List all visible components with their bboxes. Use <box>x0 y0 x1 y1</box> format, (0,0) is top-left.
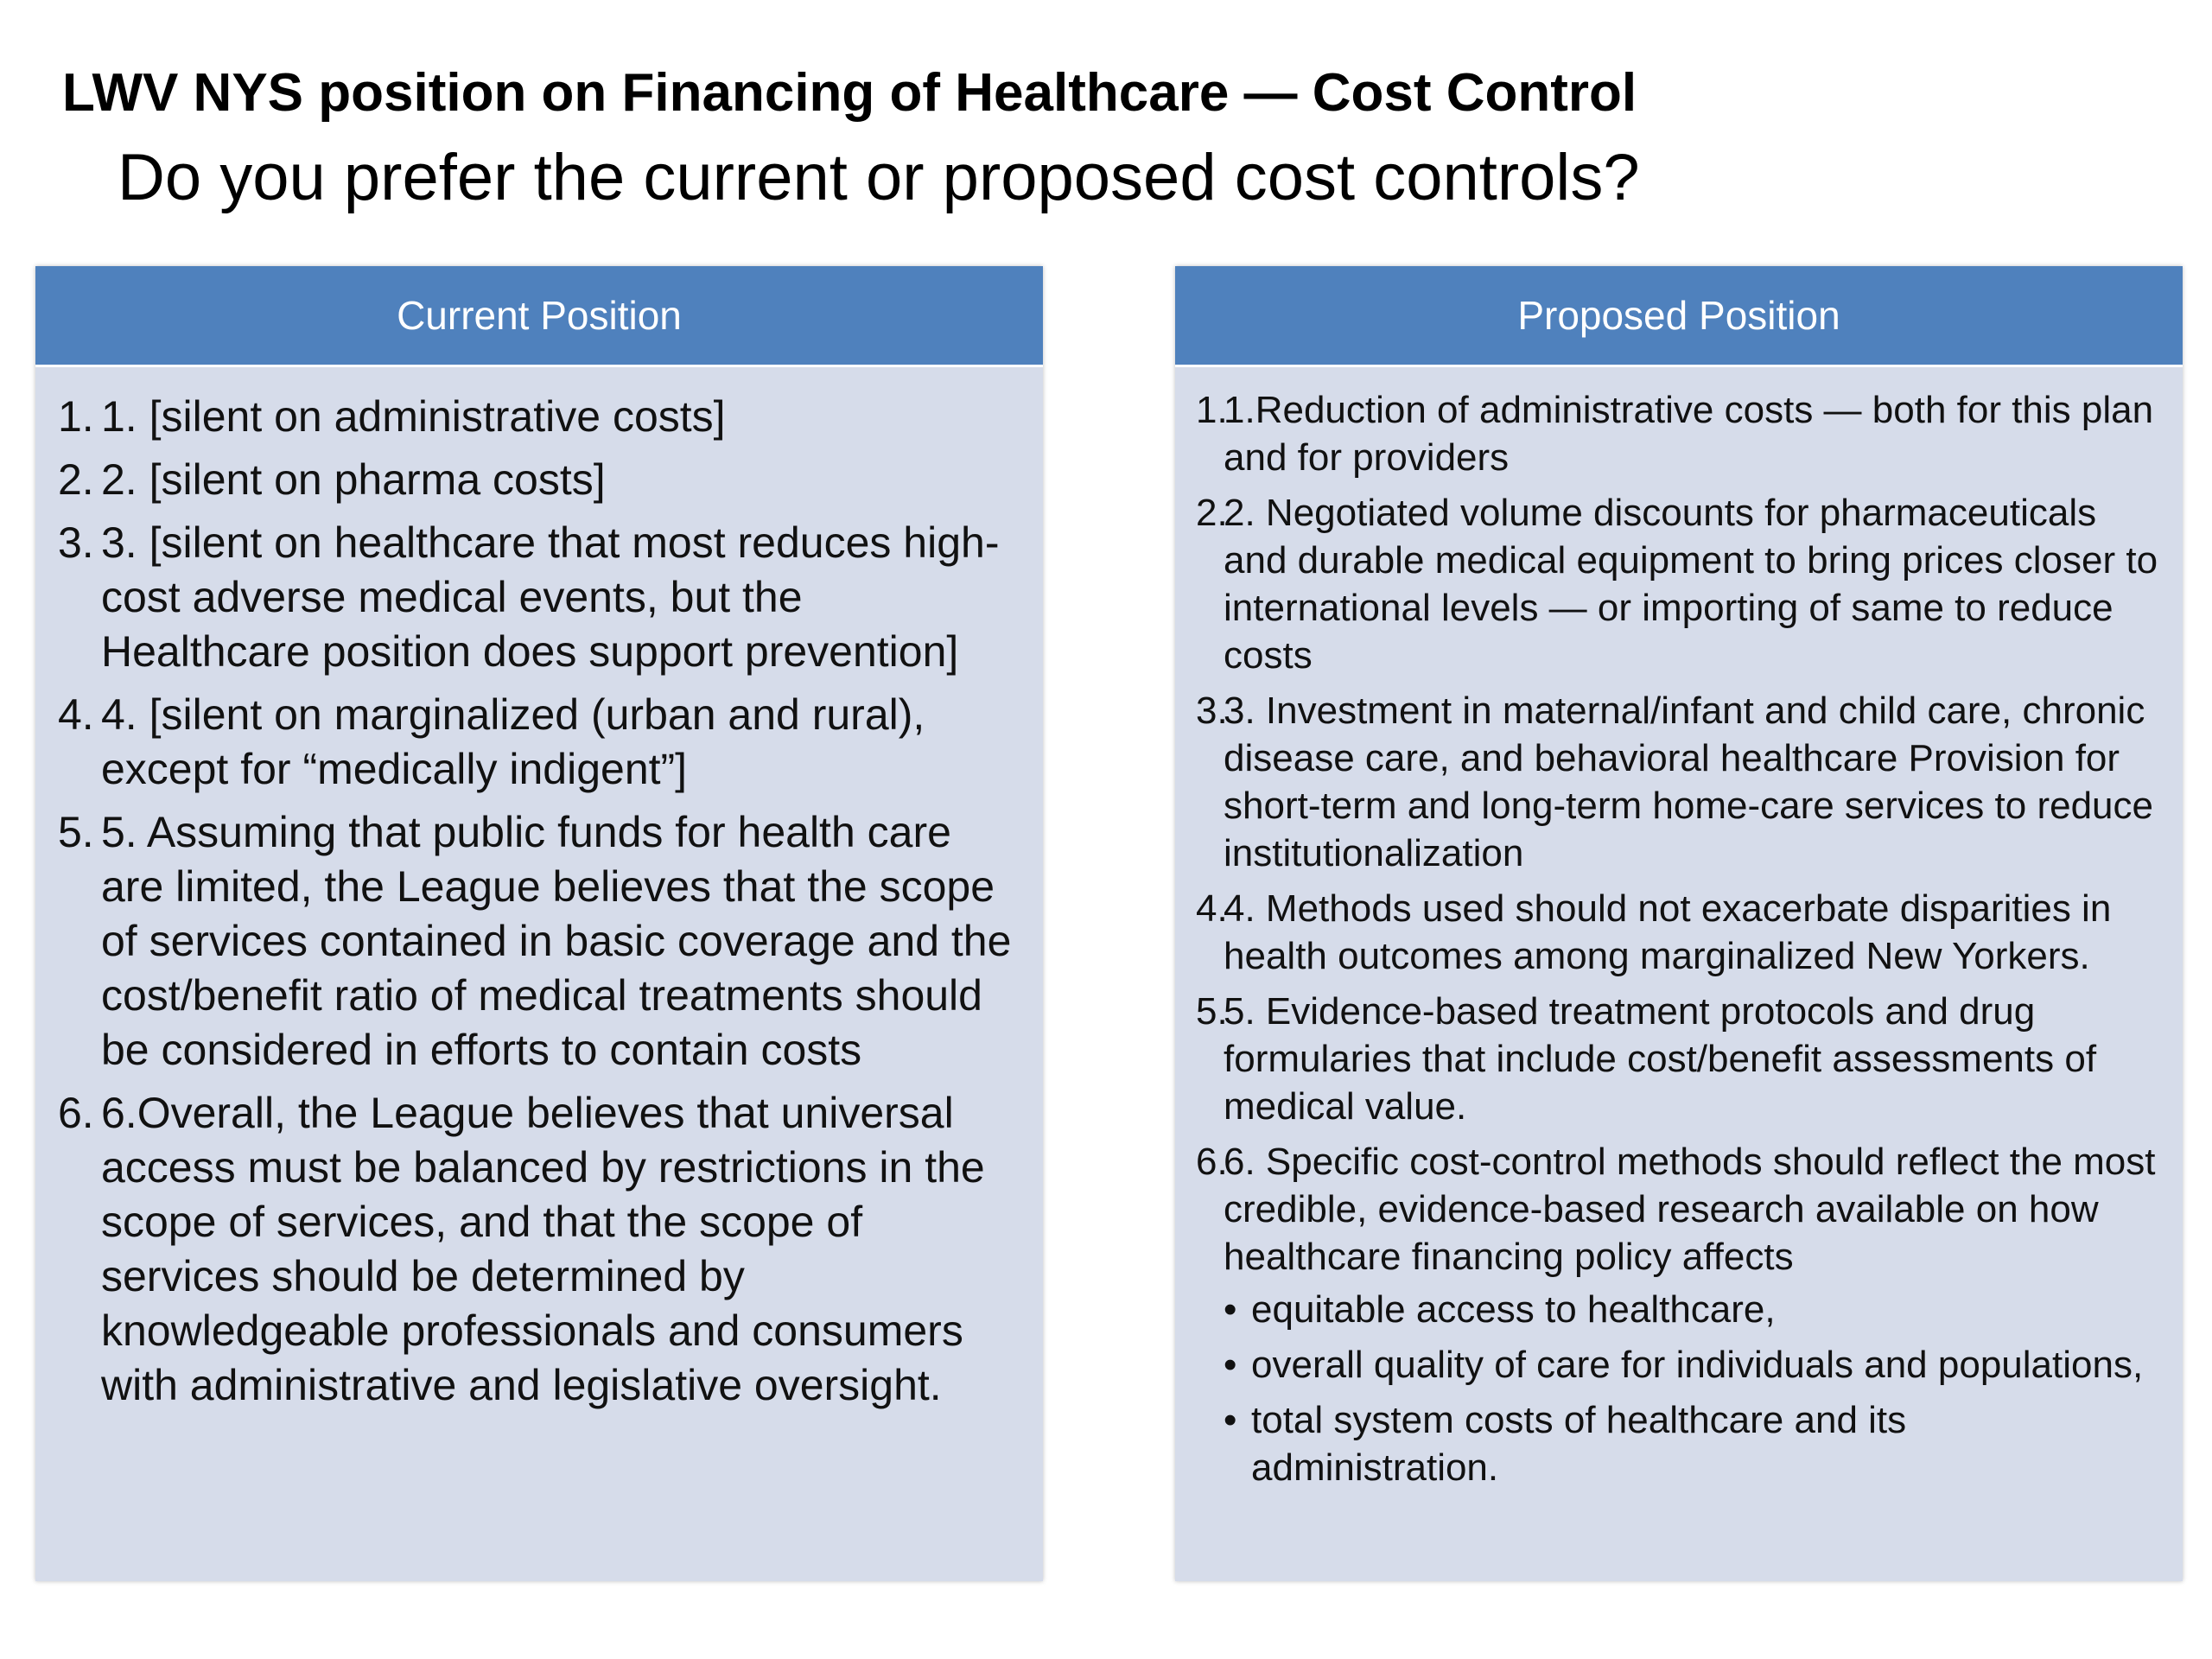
list-item <box>1175 386 2183 481</box>
item-text: 5. Assuming that public funds for health care are limited, the League believes that the scope of services contained in basic coverage and the cost/benefit ratio of medical treatments should be considered in efforts to contain costs <box>101 808 1012 1074</box>
item-number: 2. <box>58 455 94 504</box>
proposed-position-body <box>1175 367 2183 1581</box>
sub-bullet-item <box>1224 1396 2165 1491</box>
item-number: 2. <box>1196 492 1228 534</box>
proposed-position-list <box>1175 367 2183 1491</box>
slide-subtitle: Do you prefer the current or proposed cost controls? <box>118 141 1640 214</box>
item-text: 2. Negotiated volume discounts for pharmaceuticals and durable medical equipment to bring prices closer to international levels — or importing of same to reduce costs <box>1224 492 2158 677</box>
item-text: 6.Overall, the League believes that universal access must be balanced by restrictions in the scope of services, and that the scope of services should be determined by knowledgeable professionals and consumers with administrative and legislative oversight. <box>101 1089 985 1409</box>
item-number: 6. <box>1196 1141 1228 1183</box>
proposed-position-panel <box>1175 266 2183 1581</box>
list-item <box>1175 988 2183 1130</box>
list-item <box>1175 489 2183 679</box>
proposed-position-header: Proposed Position <box>1175 266 2183 367</box>
list-item <box>35 688 1043 797</box>
item-number: 4. <box>1196 887 1228 930</box>
item-number: 3. <box>58 518 94 567</box>
sub-bullet-item <box>1224 1341 2165 1389</box>
item-number: 3. <box>1196 690 1228 732</box>
list-item <box>35 390 1043 444</box>
item-number: 1. <box>1196 389 1228 431</box>
current-position-panel <box>35 266 1043 1581</box>
sub-bullet-item <box>1224 1286 2165 1333</box>
current-position-body <box>35 367 1043 1581</box>
bullet-icon: • <box>1224 1344 1237 1386</box>
item-text: 6. Specific cost-control methods should reflect the most credible, evidence-based research available on how healthcare financing policy affects <box>1224 1141 2156 1278</box>
item-number: 6. <box>58 1089 94 1137</box>
sub-bullet-text: total system costs of healthcare and its administration. <box>1251 1399 1907 1489</box>
item-text: 3. [silent on healthcare that most reduces high-cost adverse medical events, but the Healthcare position does support prevention] <box>101 518 1000 676</box>
bullet-icon: • <box>1224 1399 1237 1441</box>
item-number: 5. <box>1196 990 1228 1033</box>
sub-bullet-list <box>1224 1286 2165 1491</box>
item-text: 1.Reduction of administrative costs — both for this plan and for providers <box>1224 389 2154 479</box>
item-text: 2. [silent on pharma costs] <box>101 455 606 504</box>
item-text: 3. Investment in maternal/infant and child care, chronic disease care, and behavioral healthcare Provision for short-term and long-term home-care services to reduce institutionalization <box>1224 690 2153 874</box>
item-number: 4. <box>58 690 94 739</box>
item-text: 4. [silent on marginalized (urban and rural), except for “medically indigent”] <box>101 690 925 793</box>
list-item <box>35 453 1043 507</box>
item-number: 5. <box>58 808 94 856</box>
item-text: 1. [silent on administrative costs] <box>101 392 726 441</box>
item-text: 5. Evidence-based treatment protocols and drug formularies that include cost/benefit assessments of medical value. <box>1224 990 2097 1128</box>
list-item <box>1175 687 2183 877</box>
item-text: 4. Methods used should not exacerbate disparities in health outcomes among marginalized New Yorkers. <box>1224 887 2112 977</box>
list-item <box>35 805 1043 1077</box>
bullet-icon: • <box>1224 1288 1237 1331</box>
current-position-header: Current Position <box>35 266 1043 367</box>
list-item <box>1175 885 2183 980</box>
sub-bullet-text: equitable access to healthcare, <box>1251 1288 1776 1331</box>
current-position-list <box>35 367 1043 1413</box>
list-item <box>35 516 1043 679</box>
sub-bullet-text: overall quality of care for individuals and populations, <box>1251 1344 2144 1386</box>
list-item <box>1175 1138 2183 1491</box>
item-number: 1. <box>58 392 94 441</box>
list-item <box>35 1086 1043 1413</box>
slide-title: LWV NYS position on Financing of Healthcare — Cost Control <box>62 63 1637 123</box>
